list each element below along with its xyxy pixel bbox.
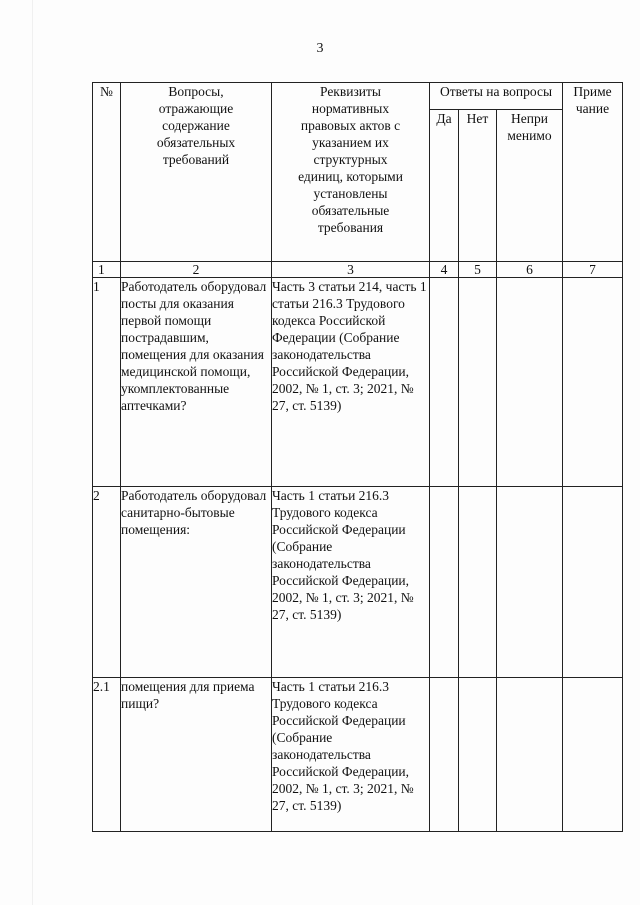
answer-yes-cell[interactable] bbox=[430, 678, 459, 832]
column-number: 1 bbox=[93, 262, 121, 278]
answer-no-cell[interactable] bbox=[459, 487, 497, 678]
answer-no-cell[interactable] bbox=[459, 278, 497, 487]
row-number: 2 bbox=[93, 487, 121, 678]
table-row bbox=[93, 278, 623, 487]
row-question: помещения для приема пищи? bbox=[121, 678, 272, 832]
header-requisites: Реквизиты нормативных правовых актов с указанием их структурных единиц, которыми установлены обязательные требования bbox=[272, 83, 430, 262]
answer-yes-cell[interactable] bbox=[430, 487, 459, 678]
page-number: 3 bbox=[316, 41, 324, 56]
table-row bbox=[93, 487, 623, 678]
column-number: 2 bbox=[121, 262, 272, 278]
row-requisites: Часть 3 статьи 214, часть 1 статьи 216.3 Трудового кодекса Российской Федерации (Собрание законодательства Российской Федерации, 2002, № 1, ст. 3; 2021, № 27, ст. 5139) bbox=[272, 278, 430, 487]
row-number: 2.1 bbox=[93, 678, 121, 832]
row-question: Работодатель оборудовал санитарно-бытовые помещения: bbox=[121, 487, 272, 678]
header-num: № bbox=[93, 83, 121, 262]
column-number: 4 bbox=[430, 262, 459, 278]
answer-na-cell[interactable] bbox=[497, 678, 563, 832]
column-number: 6 bbox=[497, 262, 563, 278]
header-answers: Ответы на вопросы bbox=[430, 83, 563, 110]
header-yes: Да bbox=[430, 110, 459, 262]
answer-yes-cell[interactable] bbox=[430, 278, 459, 487]
table-row bbox=[93, 678, 623, 832]
column-numbers-row bbox=[93, 262, 623, 278]
answer-na-cell[interactable] bbox=[497, 487, 563, 678]
header-row bbox=[93, 83, 623, 110]
column-number: 3 bbox=[272, 262, 430, 278]
note-cell[interactable] bbox=[563, 278, 623, 487]
note-cell[interactable] bbox=[563, 678, 623, 832]
note-cell[interactable] bbox=[563, 487, 623, 678]
header-no: Нет bbox=[459, 110, 497, 262]
page-edge bbox=[32, 0, 33, 905]
row-number: 1 bbox=[93, 278, 121, 487]
column-number: 5 bbox=[459, 262, 497, 278]
row-requisites: Часть 1 статьи 216.3 Трудового кодекса Российской Федерации (Собрание законодательства Российской Федерации, 2002, № 1, ст. 3; 2021, № 27, ст. 5139) bbox=[272, 487, 430, 678]
header-note: Приме чание bbox=[563, 83, 623, 262]
requirements-table bbox=[92, 82, 623, 832]
header-questions: Вопросы, отражающие содержание обязательных требований bbox=[121, 83, 272, 262]
row-question: Работодатель оборудовал посты для оказания первой помощи пострадавшим, помещения для оказания медицинской помощи, укомплектованные аптечками? bbox=[121, 278, 272, 487]
answer-na-cell[interactable] bbox=[497, 278, 563, 487]
column-number: 7 bbox=[563, 262, 623, 278]
row-requisites: Часть 1 статьи 216.3 Трудового кодекса Российской Федерации (Собрание законодательства Российской Федерации, 2002, № 1, ст. 3; 2021, № 27, ст. 5139) bbox=[272, 678, 430, 832]
header-not-applicable: Непри менимо bbox=[497, 110, 563, 262]
answer-no-cell[interactable] bbox=[459, 678, 497, 832]
